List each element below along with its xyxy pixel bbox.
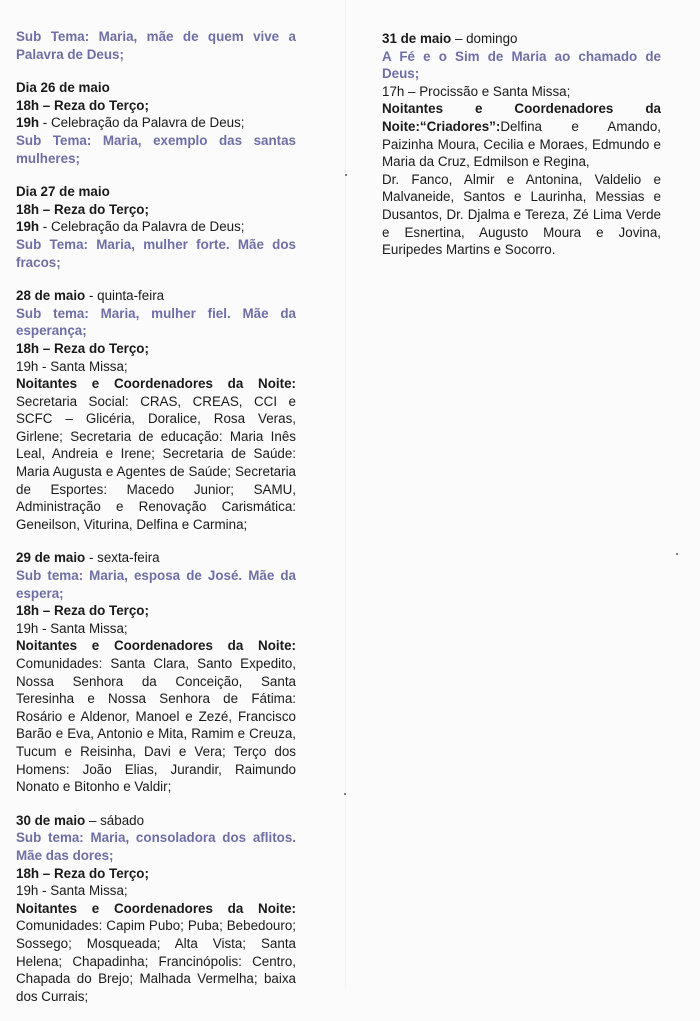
intro-theme: Sub Tema: Maria, mãe de quem vive a Palavra de Deus; [16,29,296,62]
day-30-coord-label: Noitantes e Coordenadores da Noite: [16,900,296,916]
day-29-entry [16,549,296,795]
day-29-weekday: - sexta-feira [85,550,160,566]
day-30-header [16,812,296,830]
day-31-date: 31 de maio [382,31,452,46]
day-30-theme: Sub tema: Maria, consoladora dos aflitos. Mãe das dores; [16,830,296,863]
day-28-coordinators [16,375,296,533]
day-28-rosary: 18h – Reza do Terço; [16,340,149,356]
day-31-procession: 17h – Procissão e Santa Missa; [382,83,571,99]
day-29-coordinators [16,637,296,795]
day-28-entry [16,287,296,533]
day-29-rosary: 18h – Reza do Terço; [16,603,149,619]
right-column [382,30,661,275]
day-29-coord-text: Comunidades: Santa Clara, Santo Expedito, Nossa Senhora da Conceição, Santa Teresinha e Nossa Senhora de Fátima: Rosário e Aldenor, Manoel e Zezé, Francisco Barão e Eva, Antonio e Mita, Ramim e Creuza, Tucum e Reisinha, Davi e Vera; Terço dos Homens: João Elias, Jurandir, Raimundo Nonato e Bitonho e Valdir; [16,656,296,795]
day-30-mass: 19h - Santa Missa; [16,883,128,899]
day-31-coordinators-continued: Dr. Fanco, Almir e Antonina, Valdelio e Malvaneide, Santos e Laurinha, Messias e Dusantos, Dr. Djalma e Tereza, Zé Lima Verde e Esnertina, Augusto Moura e Jovina, Euripedes Martins e Socorro. [382,171,661,258]
day-31-coord-text: Delfina e Amando, Paizinha Moura, Cecilia e Moraes, Edmundo e Maria da Cruz, Edmilson e Regina, [382,118,661,170]
scan-speck [676,553,678,555]
day-28-date: 28 de maio [16,288,86,304]
day-26-celebration-time: 19h [16,115,40,131]
day-26-celebration-line [16,114,296,132]
day-26-entry [16,79,296,167]
day-27-theme: Sub Tema: Maria, mulher forte. Mãe dos fracos; [16,236,296,270]
day-29-header [16,549,296,567]
day-29-theme: Sub tema: Maria, esposa de José. Mãe da espera; [16,568,296,601]
day-31-entry [382,30,661,259]
day-30-rosary: 18h – Reza do Terço; [16,865,149,881]
day-26-theme: Sub Tema: Maria, exemplo das santas mulheres; [16,132,296,166]
day-27-rosary: 18h – Reza do Terço; [16,201,149,217]
day-26-date: Dia 26 de maio [16,80,110,96]
day-28-theme: Sub tema: Maria, mulher fiel. Mãe da esperança; [16,305,296,339]
day-31-weekday: – domingo [451,31,518,46]
day-30-date: 30 de maio [16,812,86,828]
day-29-mass: 19h - Santa Missa; [16,620,128,636]
day-26-celebration: - Celebração da Palavra de Deus; [39,115,245,131]
day-31-coordinators [382,100,661,170]
day-27-celebration-time: 19h [16,219,40,235]
day-27-entry [16,183,296,271]
day-30-coord-text: Comunidades: Capim Pubo; Puba; Bebedouro; Sossego; Mosqueada; Alta Vista; Santa Helena; Chapadinha; Francinópolis: Centro, Chapada do Brejo; Malhada Vermelha; baixa dos Currais; [16,918,296,1004]
day-29-coord-label: Noitantes e Coordenadores da Noite: [16,638,296,654]
day-31-header [382,30,661,48]
day-26-rosary: 18h – Reza do Terço; [16,97,149,113]
day-30-weekday: – sábado [85,812,145,828]
day-30-coordinators [16,900,296,1006]
day-29-date: 29 de maio [16,550,86,566]
intro-entry [16,28,296,63]
day-27-date: Dia 27 de maio [16,184,110,200]
day-30-entry [16,812,296,1006]
day-31-coord-label: Noitantes e Coordenadores da Noite:“Criadores”: [382,101,661,134]
page-fold [345,0,346,988]
day-28-header [16,287,296,305]
day-27-celebration-line [16,218,296,236]
scan-speck [345,174,347,176]
left-column [16,28,296,1021]
day-28-coord-text: Secretaria Social: CRAS, CREAS, CCI e SCFC – Glicéria, Doralice, Rosa Veras, Girlene; Secretaria de educação: Maria Inês Leal, Andreia e Irene; Secretaria de Saúde: Maria Augusta e Agentes de Saúde; Secretaria de Esportes: Macedo Junior; SAMU, Administração e Renovação Carismática: Geneilson, Viturina, Delfina e Carmina; [16,393,296,532]
day-28-mass: 19h - Santa Missa; [16,358,128,374]
day-28-coord-label: Noitantes e Coordenadores da Noite: [16,376,296,392]
scan-speck [344,793,346,795]
day-27-celebration: - Celebração da Palavra de Deus; [39,219,245,235]
day-31-theme: A Fé e o Sim de Maria ao chamado de Deus; [382,48,661,82]
day-28-weekday: - quinta-feira [85,288,165,304]
